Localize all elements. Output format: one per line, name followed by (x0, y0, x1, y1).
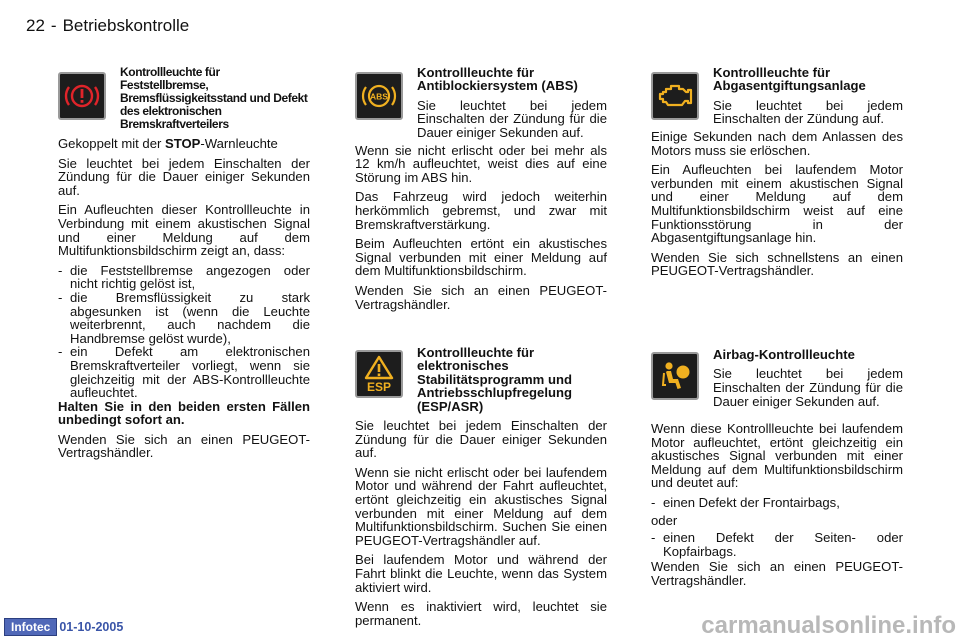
page-title: Betriebskontrolle (62, 16, 190, 35)
list-item: - einen Defekt der Seiten- oder Kopfairbags. (651, 530, 903, 559)
emission-header (651, 66, 903, 126)
airbag-p2: Wenden Sie sich an einen PEUGEOT-Vertragshändler. (651, 559, 903, 588)
esp-icon-label: ESP (366, 380, 392, 394)
parking-brake-title: Kontrollleuchte für Feststellbremse, Bremsflüssigkeitsstand und Defekt des elektronischen Bremskraftverteilers (120, 65, 308, 131)
svg-text:ABS: ABS (370, 91, 388, 102)
page-number: 22 (26, 16, 45, 35)
emission-title: Kontrollleuchte für Abgasentgiftungsanlage (713, 65, 866, 94)
list-item: - ein Defekt am elektronischen Bremskraftverteiler vorliegt, wenn sie gleichzeitig mit der ABS-Kontrollleuchte aufleuchtet. (58, 344, 310, 401)
airbag-intro: Sie leuchtet bei jedem Einschalten der Zündung für die Dauer einiger Sekunden auf. (713, 366, 903, 409)
column-emission (651, 66, 903, 284)
airbag-list-1 (651, 496, 903, 510)
airbag-title: Airbag-Kontrollleuchte (713, 347, 855, 362)
abs-p1: Wenn sie nicht erlischt oder bei mehr als 12 km/h aufleuchtet, weist dies auf eine Störung im ABS hin. (355, 142, 607, 185)
emission-p3: Wenden Sie sich schnellstens an einen PEUGEOT-Vertragshändler. (651, 249, 903, 279)
page-footer (0, 618, 123, 636)
esp-p3: Bei laufendem Motor und während der Fahrt blinkt die Leuchte, wenn das System aktiviert wird. (355, 552, 607, 595)
page-header (26, 16, 189, 36)
abs-p2: Das Fahrzeug wird jedoch weiterhin herkömmlich gebremst, und zwar mit Bremskraftverstärkung. (355, 189, 607, 232)
parking-brake-p4: Wenden Sie sich an einen PEUGEOT-Vertragshändler. (58, 431, 310, 461)
column-airbag (651, 348, 903, 594)
parking-brake-p1: Gekoppelt mit der STOP-Warnleuchte (58, 136, 278, 151)
airbag-p1: Wenn diese Kontrollleuchte bei laufendem Motor aufleuchtet, ertönt gleichzeitig ein akustisches Signal verbunden mit einer Meldung auf dem Multifunktionsbildschirm und deutet auf: (651, 421, 903, 491)
parking-brake-p3: Ein Aufleuchten dieser Kontrollleuchte in Verbindung mit einem akustischen Signal und einer Meldung auf dem Multifunktionsbildschirm zeigt an, dass: (58, 202, 310, 259)
parking-brake-list (58, 264, 310, 400)
esp-title: Kontrollleuchte für elektronisches Stabilitätsprogramm und Antriebsschlupfregelung (ESP/ASR) (417, 345, 572, 414)
column-abs (355, 66, 607, 317)
airbag-list-2 (651, 531, 903, 558)
list-item: - einen Defekt der Frontairbags, (651, 494, 840, 510)
abs-p3: Beim Aufleuchten ertönt ein akustisches Signal verbunden mit einer Meldung auf dem Multifunktionsbildschirm. (355, 236, 607, 279)
abs-p4: Wenden Sie sich an einen PEUGEOT-Vertragshändler. (355, 282, 607, 312)
column-parking-brake (58, 66, 310, 466)
parking-brake-warning-icon (58, 72, 106, 120)
infotec-logo: Infotec (4, 618, 57, 636)
abs-title: Kontrollleuchte für Antiblockiersystem (ABS) (417, 65, 578, 94)
abs-warning-icon (355, 72, 403, 120)
watermark: carmanualsonline.info (701, 612, 956, 639)
airbag-or: oder (651, 512, 678, 528)
parking-brake-header (58, 66, 310, 131)
header-separator: - (50, 16, 57, 35)
esp-warning-icon (355, 350, 403, 398)
engine-warning-icon (651, 72, 699, 120)
parking-brake-p2: Sie leuchtet bei jedem Einschalten der Zündung für die Dauer einiger Sekunden auf. (58, 155, 310, 198)
list-item: - die Feststellbremse angezogen oder nicht richtig gelöst ist, (58, 262, 310, 292)
list-item: - die Bremsflüssigkeit zu stark abgesunken ist (wenn die Leuchte weiterbrennt, auch nachdem die Handbremse gelöst wurde), (58, 289, 310, 346)
column-esp (355, 346, 607, 633)
emission-p2: Ein Aufleuchten bei laufendem Motor verbunden mit einem akustischen Signal und einer Meldung auf dem Multifunktionsbildschirm weist auf eine Funktionsstörung in der Abgasentgiftungsanlage hin. (651, 162, 903, 246)
footer-date: 01-10-2005 (59, 620, 124, 634)
abs-intro: Sie leuchtet bei jedem Einschalten der Zündung für die Dauer einiger Sekunden auf. (417, 97, 607, 140)
stop-label: STOP (164, 136, 201, 151)
esp-p1: Sie leuchtet bei jedem Einschalten der Zündung für die Dauer einiger Sekunden auf. (355, 418, 607, 461)
airbag-warning-icon (651, 352, 699, 400)
esp-p4: Wenn es inaktiviert wird, leuchtet sie permanent. (355, 599, 607, 628)
emission-p1: Einige Sekunden nach dem Anlassen des Motors muss sie erlöschen. (651, 129, 903, 158)
parking-brake-warning-text: Halten Sie in den beiden ersten Fällen unbedingt sofort an. (58, 398, 310, 428)
airbag-header (651, 348, 903, 418)
emission-intro: Sie leuchtet bei jedem Einschalten der Zündung auf. (713, 97, 903, 127)
esp-p2: Wenn sie nicht erlischt oder bei laufendem Motor und während der Fahrt aufleuchtet, ertönt gleichzeitig ein akustisches Signal verbunden mit einer Meldung auf dem Multifunktionsbildschirm. Suchen Sie einen PEUGEOT-Vertragshändler auf. (355, 464, 607, 548)
abs-header (355, 66, 607, 140)
esp-header (355, 346, 607, 413)
